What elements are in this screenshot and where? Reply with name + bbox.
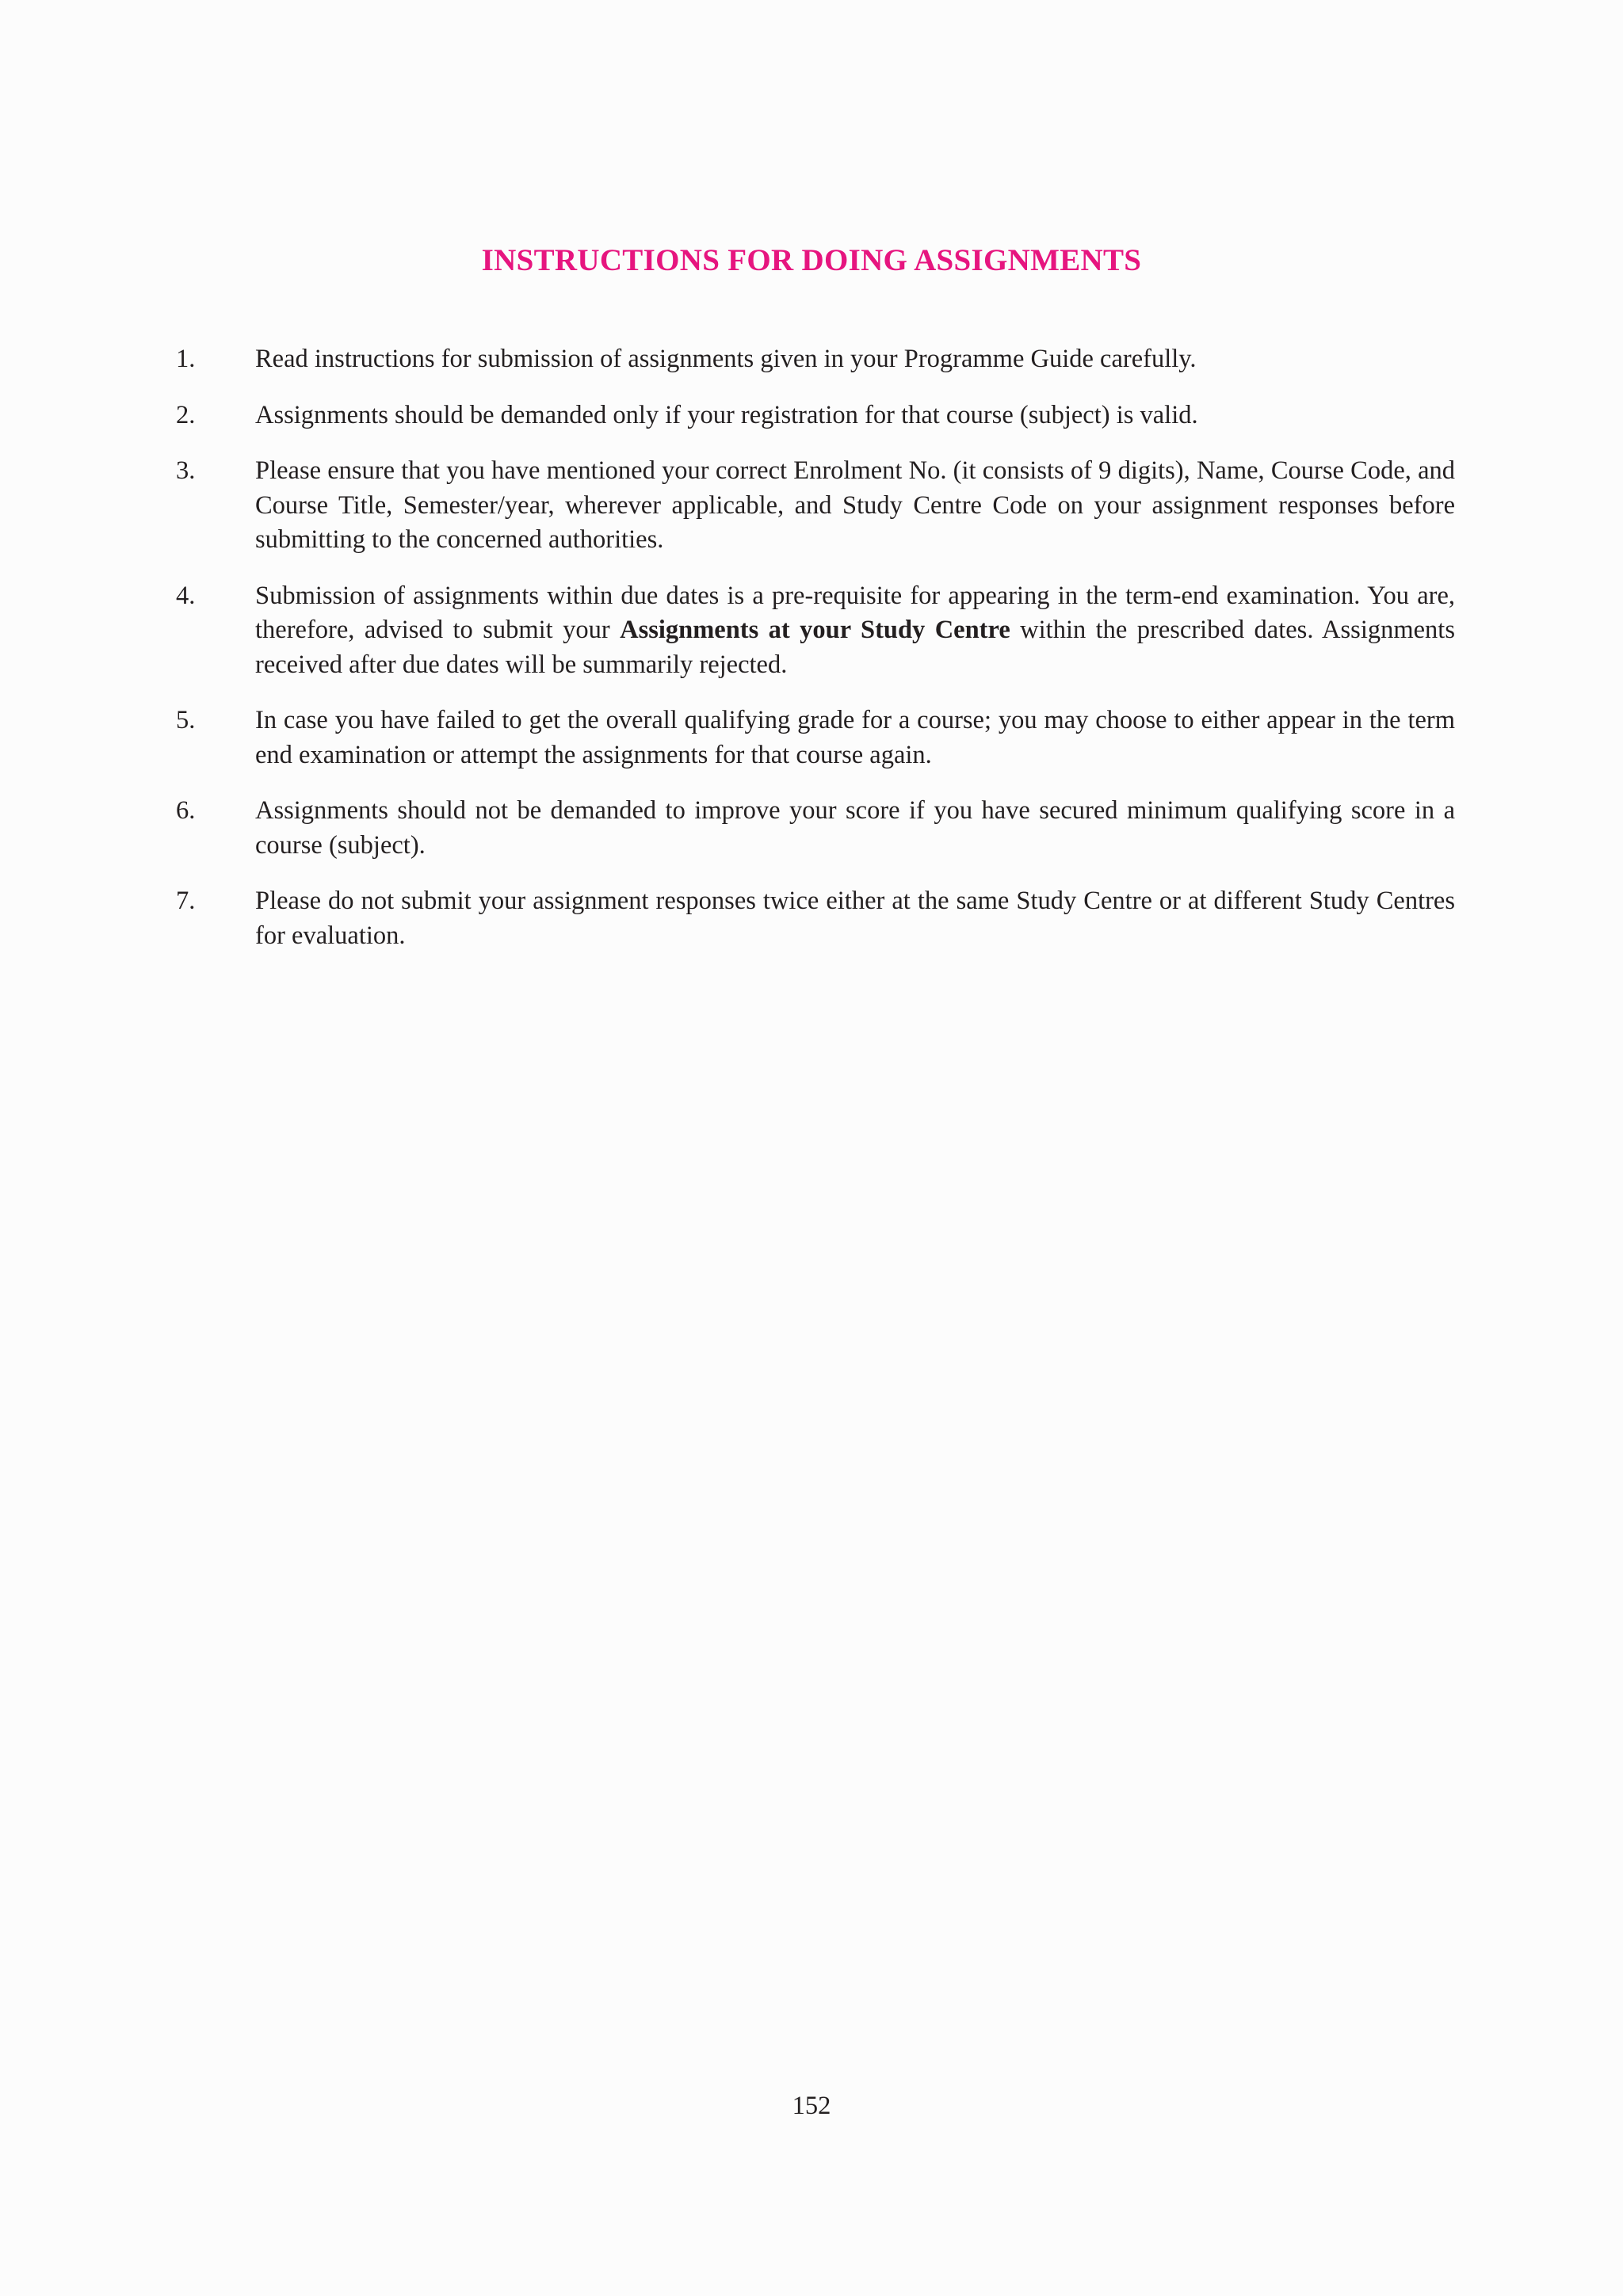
- item-text: Assignments should not be demanded to improve your score if you have secured minimum qualifying score in a course (subject).: [255, 796, 1455, 860]
- item-text: Read instructions for submission of assignments given in your Programme Guide carefully.: [255, 345, 1197, 373]
- item-number: 1.: [176, 345, 196, 373]
- instruction-list: [176, 342, 1455, 974]
- instruction-item-4: [176, 579, 1455, 683]
- item-text-emphasis: Assignments at your Study Centre: [620, 616, 1010, 644]
- item-number: 4.: [176, 581, 196, 610]
- item-number: 6.: [176, 796, 196, 825]
- item-text: Please do not submit your assignment responses twice either at the same Study Centre or at different Study Centres for evaluation.: [255, 887, 1455, 950]
- item-number: 7.: [176, 887, 196, 915]
- page-number: 152: [792, 2092, 831, 2120]
- item-text-after: within the prescribed dates. Assignments received after due dates will be summarily rejected.: [255, 616, 1455, 679]
- item-text-before: Submission of assignments within due dates is a pre-requisite for appearing in the term-end examination. You are, therefore, advised to submit your: [255, 581, 1455, 644]
- instruction-item-2: [176, 399, 1455, 433]
- item-text: Assignments should be demanded only if your registration for that course (subject) is valid.: [255, 400, 1198, 429]
- item-number: 3.: [176, 456, 196, 485]
- instruction-item-1: [176, 342, 1455, 377]
- instruction-item-3: [176, 454, 1455, 558]
- item-text: [255, 582, 1455, 679]
- item-text: Please ensure that you have mentioned your correct Enrolment No. (it consists of 9 digits), Name, Course Code, and Course Title, Semester/year, wherever applicable, and Study Centre Code on your assignment responses before submitting to the concerned authorities.: [255, 456, 1455, 554]
- item-number: 2.: [176, 400, 196, 429]
- item-text: In case you have failed to get the overall qualifying grade for a course; you may choose to either appear in the term end examination or attempt the assignments for that course again.: [255, 706, 1455, 769]
- instruction-item-6: [176, 794, 1455, 863]
- page-title: INSTRUCTIONS FOR DOING ASSIGNMENTS: [481, 243, 1142, 278]
- item-number: 5.: [176, 706, 196, 734]
- instruction-item-5: [176, 704, 1455, 772]
- instruction-item-7: [176, 884, 1455, 953]
